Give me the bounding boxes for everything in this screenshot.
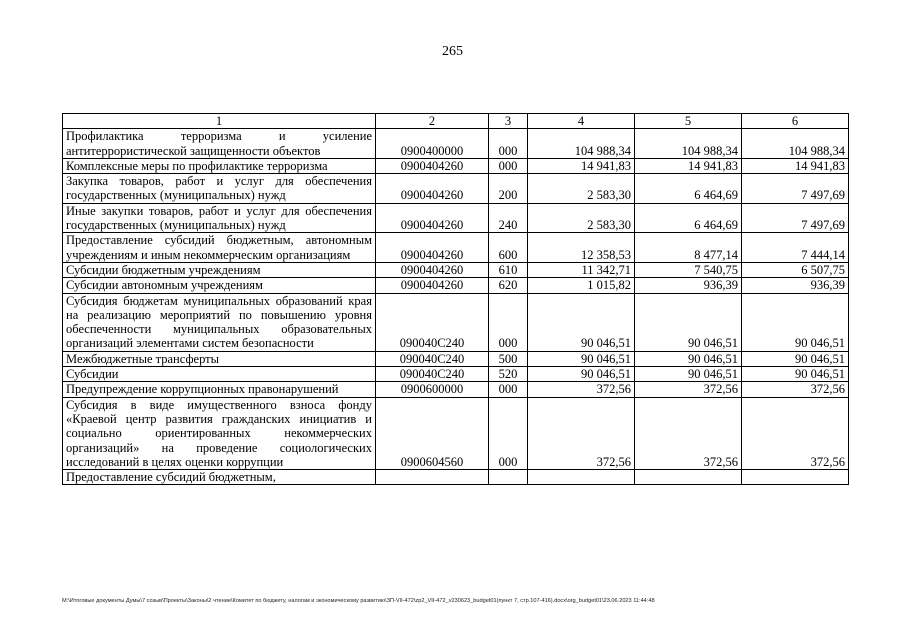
row-value-col6: 936,39 (742, 278, 849, 293)
row-value-col6: 90 046,51 (742, 367, 849, 382)
row-code: 090040С240 (376, 293, 489, 351)
row-name: Субсидия в виде имущественного взноса фонду «Краевой центр развития гражданских инициатив и социально ориентированных некоммерческих организаций» на проведение социологических исследований в целях оценки коррупции (63, 397, 376, 469)
row-value-col4: 2 583,30 (528, 203, 635, 233)
row-code: 0900404260 (376, 158, 489, 173)
row-code: 0900404260 (376, 278, 489, 293)
table-row (63, 351, 849, 366)
row-name: Закупка товаров, работ и услуг для обеспечения государственных (муниципальных) нужд (63, 174, 376, 204)
row-value-col5: 6 464,69 (635, 203, 742, 233)
row-value-col4: 104 988,34 (528, 129, 635, 159)
row-value-col4: 12 358,53 (528, 233, 635, 263)
row-value-col6: 14 941,83 (742, 158, 849, 173)
row-name: Предупреждение коррупционных правонарушений (63, 382, 376, 397)
row-value-col4: 90 046,51 (528, 293, 635, 351)
row-code: 0900604560 (376, 397, 489, 469)
row-value-col6: 7 444,14 (742, 233, 849, 263)
table-row (63, 293, 849, 351)
row-value-col6: 90 046,51 (742, 351, 849, 366)
table-row (63, 203, 849, 233)
row-value-col6: 104 988,34 (742, 129, 849, 159)
row-value-col5: 90 046,51 (635, 351, 742, 366)
table-row (63, 278, 849, 293)
row-type: 000 (489, 382, 528, 397)
table-row (63, 397, 849, 469)
column-header: 4 (528, 114, 635, 129)
row-value-col4: 2 583,30 (528, 174, 635, 204)
row-code: 0900404260 (376, 203, 489, 233)
row-code: 0900400000 (376, 129, 489, 159)
row-type: 000 (489, 397, 528, 469)
row-value-col5: 7 540,75 (635, 262, 742, 277)
row-value-col4: 1 015,82 (528, 278, 635, 293)
row-value-col4 (528, 470, 635, 485)
column-header: 6 (742, 114, 849, 129)
row-value-col6: 6 507,75 (742, 262, 849, 277)
table-header-row (63, 114, 849, 129)
row-value-col5: 90 046,51 (635, 293, 742, 351)
table-row (63, 174, 849, 204)
row-type (489, 470, 528, 485)
row-value-col5: 372,56 (635, 397, 742, 469)
column-header: 5 (635, 114, 742, 129)
row-value-col5: 372,56 (635, 382, 742, 397)
row-name: Субсидии бюджетным учреждениям (63, 262, 376, 277)
row-code: 0900404260 (376, 262, 489, 277)
row-value-col5 (635, 470, 742, 485)
table-row (63, 262, 849, 277)
row-name: Профилактика терроризма и усиление антитеррористической защищенности объектов (63, 129, 376, 159)
row-type: 240 (489, 203, 528, 233)
row-value-col6: 7 497,69 (742, 174, 849, 204)
row-type: 200 (489, 174, 528, 204)
row-value-col4: 372,56 (528, 397, 635, 469)
row-value-col6: 372,56 (742, 382, 849, 397)
row-name: Иные закупки товаров, работ и услуг для обеспечения государственных (муниципальных) нужд (63, 203, 376, 233)
row-value-col5: 14 941,83 (635, 158, 742, 173)
row-name: Межбюджетные трансферты (63, 351, 376, 366)
row-type: 000 (489, 293, 528, 351)
table-row (63, 382, 849, 397)
row-code: 0900404260 (376, 174, 489, 204)
row-code (376, 470, 489, 485)
column-header: 2 (376, 114, 489, 129)
row-name: Предоставление субсидий бюджетным, (63, 470, 376, 485)
row-name: Субсидия бюджетам муниципальных образований края на реализацию мероприятий по повышению уровня обеспеченности муниципальных образовательных организаций элементами систем безопасности (63, 293, 376, 351)
row-value-col4: 90 046,51 (528, 367, 635, 382)
row-name: Субсидии автономным учреждениям (63, 278, 376, 293)
row-code: 090040С240 (376, 351, 489, 366)
table-row (63, 367, 849, 382)
row-value-col4: 11 342,71 (528, 262, 635, 277)
column-header: 1 (63, 114, 376, 129)
row-value-col6 (742, 470, 849, 485)
row-value-col5: 104 988,34 (635, 129, 742, 159)
column-header: 3 (489, 114, 528, 129)
table-row (63, 470, 849, 485)
row-name: Предоставление субсидий бюджетным, автономным учреждениям и иным некоммерческим организациям (63, 233, 376, 263)
table-row (63, 158, 849, 173)
table-row (63, 129, 849, 159)
row-value-col5: 8 477,14 (635, 233, 742, 263)
row-name: Комплексные меры по профилактике терроризма (63, 158, 376, 173)
row-type: 610 (489, 262, 528, 277)
row-value-col5: 6 464,69 (635, 174, 742, 204)
file-path-footer: M:\Итоговые документы Думы\7 созыв\Проекты\Законы\2 чтение\Комитет по бюджету, налогам и экономическому развитию\ЗП-VII-472\zp2_VII-472_v230623_budget01(пункт 7, стр.107-416).docx\org_budget01\23.06.2023 11:44:48 (62, 598, 655, 604)
budget-table (62, 113, 849, 485)
row-type: 600 (489, 233, 528, 263)
row-code: 0900600000 (376, 382, 489, 397)
table-body (63, 129, 849, 485)
row-value-col5: 936,39 (635, 278, 742, 293)
row-value-col5: 90 046,51 (635, 367, 742, 382)
row-type: 620 (489, 278, 528, 293)
row-type: 000 (489, 129, 528, 159)
row-value-col6: 7 497,69 (742, 203, 849, 233)
page-number: 265 (442, 44, 463, 59)
table-row (63, 233, 849, 263)
row-value-col4: 372,56 (528, 382, 635, 397)
row-type: 500 (489, 351, 528, 366)
row-value-col6: 372,56 (742, 397, 849, 469)
row-value-col4: 90 046,51 (528, 351, 635, 366)
row-value-col4: 14 941,83 (528, 158, 635, 173)
row-type: 000 (489, 158, 528, 173)
row-value-col6: 90 046,51 (742, 293, 849, 351)
row-code: 0900404260 (376, 233, 489, 263)
row-type: 520 (489, 367, 528, 382)
row-code: 090040С240 (376, 367, 489, 382)
row-name: Субсидии (63, 367, 376, 382)
